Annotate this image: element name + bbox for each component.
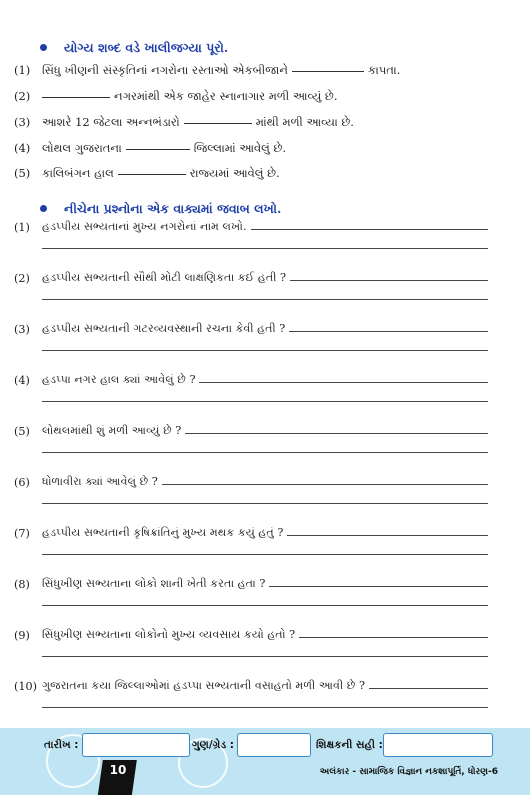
answer-line[interactable] [289,331,488,332]
bullet-icon [40,44,47,51]
question-text: હડપ્પીય સભ્યતાની કૃષિક્રાંતિનું મુખ્ય મથક કયું હતું ? [42,526,284,539]
teacher-signature-field[interactable] [383,733,493,757]
bullet-icon [40,205,47,212]
grade-label: ગુણ/ગ્રેડ : [192,739,234,751]
footer-bar [0,728,530,795]
question-5 [14,424,488,438]
fill-blank-3[interactable] [184,123,252,124]
item-text-before: સિંધુ ખીણની સંસ્કૃતિનાં નગરોના રસ્તાઓ એકબીજાને [42,63,288,77]
answer-line-extra[interactable] [42,707,488,708]
question-text: હડપ્પીય સભ્યતાની ગટરવ્યવસ્થાની રચના કેવી હતી ? [42,322,286,335]
grade-field[interactable] [237,733,311,757]
question-text: સિંધુખીણ સભ્યતાના લોકોનો મુખ્ય વ્યવસાય કયો હતો ? [42,628,296,641]
question-number: (9) [14,629,30,642]
question-1 [14,220,488,234]
fill-blank-4[interactable] [126,149,190,150]
question-text: સિંધુખીણ સભ્યતાના લોકો શાની ખેતી કરતા હતા ? [42,577,266,590]
question-8 [14,577,488,591]
answer-line[interactable] [269,586,488,587]
question-text: હડપ્પા નગર હાલ ક્યાં આવેલું છે ? [42,373,196,386]
question-7 [14,526,488,540]
question-text: ગુજરાતના કયા જિલ્લાઓમાં હડપ્પા સભ્યતાની વસાહતો મળી આવી છે ? [42,679,365,692]
fill-item-2 [14,89,337,104]
item-text-after: માંથી મળી આવ્યા છે. [255,115,354,129]
teacher-signature-label: શિક્ષકની સહી : [316,739,383,751]
answer-line-extra[interactable] [42,656,488,657]
fill-blank-1[interactable] [292,71,364,72]
item-text-after: કાપતા. [367,63,401,77]
answer-line-extra[interactable] [42,350,488,351]
section2-heading-text: નીચેના પ્રશ્નોના એક વાક્યમાં જવાબ લખો. [64,201,282,216]
item-number: (2) [14,89,31,103]
question-number: (7) [14,527,30,540]
fill-item-1 [14,63,400,78]
answer-line-extra[interactable] [42,605,488,606]
item-number: (1) [14,63,31,77]
question-number: (3) [14,323,30,336]
question-number: (6) [14,476,30,489]
item-text-before: લોથલ ગુજરાતના [42,141,122,155]
answer-line-extra[interactable] [42,248,488,249]
answer-line[interactable] [199,382,488,383]
date-label: તારીખ : [44,739,79,751]
question-4 [14,373,488,387]
question-text: લોથલમાંથી શું મળી આવ્યું છે ? [42,424,182,437]
answer-line[interactable] [299,637,488,638]
question-number: (5) [14,425,30,438]
answer-line-extra[interactable] [42,401,488,402]
fill-item-5 [14,166,280,181]
fill-blank-2[interactable] [42,97,110,98]
answer-line[interactable] [185,433,488,434]
question-text: હડપ્પીય સભ્યતાની સૌથી મોટી લાક્ષણિકતા કઈ હતી ? [42,271,286,284]
item-number: (5) [14,166,31,180]
fill-item-3 [14,115,354,130]
question-3 [14,322,488,336]
answer-line[interactable] [251,229,488,230]
answer-line[interactable] [162,484,488,485]
answer-line[interactable] [287,535,488,536]
book-credit: અલંકાર - સામાજિક વિજ્ઞાન નકશાપૂર્તિ, ધોરણ-6 [319,767,498,777]
question-9 [14,628,488,642]
question-6 [14,475,488,489]
item-text-after: રાજ્યમાં આવેલું છે. [189,166,280,180]
answer-line-extra[interactable] [42,503,488,504]
question-2 [14,271,488,285]
section1-heading-text: યોગ્ય શબ્દ વડે ખાલીજગ્યા પૂરો. [64,40,229,55]
date-field[interactable] [82,733,190,757]
section2-heading [40,201,281,217]
fill-blank-5[interactable] [118,174,186,175]
item-text-before: આશરે 12 જેટલા અન્નભંડારો [42,115,180,129]
page-number: 10 [109,763,127,777]
answer-line[interactable] [369,688,488,689]
item-number: (4) [14,141,31,155]
question-number: (8) [14,578,30,591]
question-10 [14,679,488,693]
question-text: ધોળાવીરા ક્યાં આવેલું છે ? [42,475,158,488]
fill-item-4 [14,141,286,156]
question-number: (4) [14,374,30,387]
question-text: હડપ્પીય સભ્યતાનાં મુખ્ય નગરોનાં નામ લખો. [42,220,247,233]
item-text-after: જિલ્લામાં આવેલું છે. [193,141,287,155]
question-number: (1) [14,221,30,234]
item-text-after: નગરમાંથી એક જાહેર સ્નાનાગાર મળી આવ્યું છે. [114,89,338,103]
answer-line-extra[interactable] [42,554,488,555]
item-text-before: કાલિબંગન હાલ [42,166,114,180]
answer-line-extra[interactable] [42,299,488,300]
item-number: (3) [14,115,31,129]
answer-line[interactable] [290,280,488,281]
question-number: (2) [14,272,30,285]
answer-line-extra[interactable] [42,452,488,453]
question-number: (10) [14,680,37,693]
section1-heading [40,40,228,56]
